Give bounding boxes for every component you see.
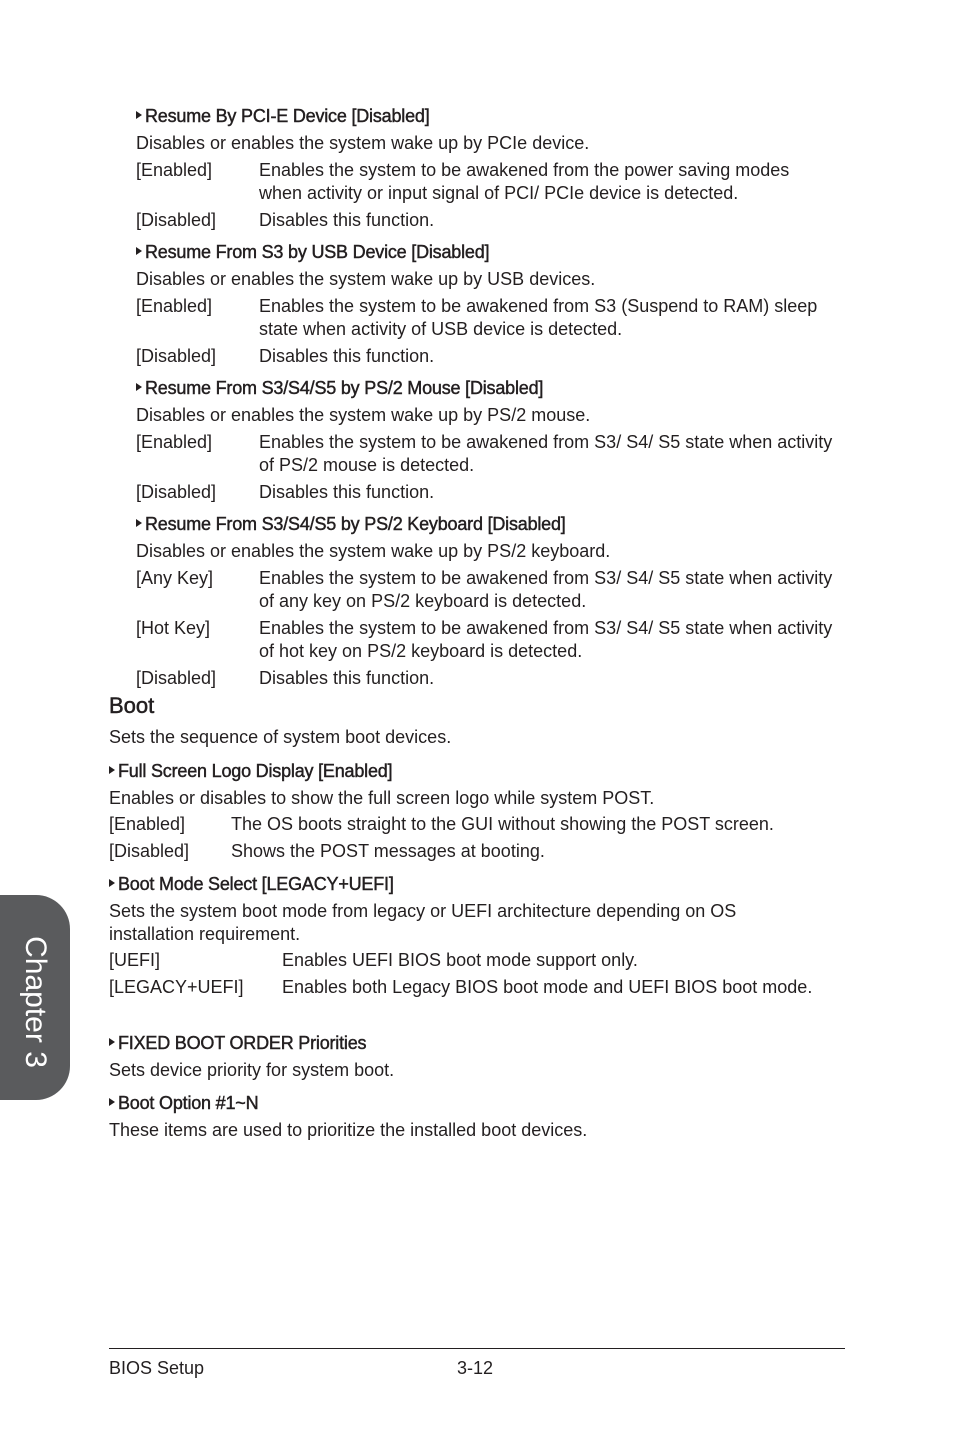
- setting-resume-ps2-keyboard: [136, 513, 836, 690]
- setting-resume-pcie: [136, 105, 836, 232]
- item-title: Boot Option #1~N: [109, 1092, 839, 1114]
- triangle-bullet-icon: [136, 519, 142, 527]
- option-text: Disables this function.: [259, 210, 435, 230]
- item-description: Sets the system boot mode from legacy or UEFI architecture depending on OS installation requirement.: [109, 901, 737, 944]
- option-key: [Any Key]: [136, 568, 214, 588]
- setting-resume-ps2-mouse: [136, 377, 836, 504]
- option-row: [109, 840, 839, 863]
- option-row: [136, 345, 836, 368]
- page-number: 3-12: [457, 1358, 494, 1378]
- item-title: FIXED BOOT ORDER Priorities: [109, 1032, 839, 1054]
- footer-divider: [109, 1348, 845, 1349]
- option-key: [Disabled]: [136, 210, 217, 230]
- setting-fixed-boot-order: [109, 1032, 839, 1082]
- option-text: Enables the system to be awakened from S3/ S4/ S5 state when activity of any key on PS/2 keyboard is detected.: [259, 568, 833, 611]
- option-key: [Enabled]: [136, 160, 213, 180]
- item-description: These items are used to prioritize the installed boot devices.: [109, 1120, 588, 1140]
- item-title: Boot Mode Select [LEGACY+UEFI]: [109, 873, 839, 895]
- triangle-bullet-icon: [109, 1038, 115, 1046]
- triangle-bullet-icon: [109, 1098, 115, 1106]
- option-key: [Hot Key]: [136, 618, 211, 638]
- option-row: [136, 567, 836, 613]
- triangle-bullet-icon: [109, 766, 115, 774]
- option-text: Enables the system to be awakened from S3/ S4/ S5 state when activity of PS/2 mouse is detected.: [259, 432, 833, 475]
- item-description: Disables or enables the system wake up by PS/2 mouse.: [136, 405, 591, 425]
- item-title: Resume By PCI-E Device [Disabled]: [136, 105, 836, 127]
- option-key: [Disabled]: [109, 841, 190, 861]
- option-text: Enables the system to be awakened from S3 (Suspend to RAM) sleep state when activity of USB device is detected.: [259, 296, 818, 339]
- option-row: [136, 209, 836, 232]
- option-text: The OS boots straight to the GUI without showing the POST screen.: [231, 814, 774, 834]
- item-description: Disables or enables the system wake up by PS/2 keyboard.: [136, 541, 611, 561]
- item-title: Resume From S3/S4/S5 by PS/2 Keyboard [Disabled]: [136, 513, 836, 535]
- option-text: Disables this function.: [259, 346, 435, 366]
- setting-resume-s3-usb: [136, 241, 836, 368]
- option-row: [136, 431, 836, 477]
- triangle-bullet-icon: [136, 383, 142, 391]
- item-description: Sets device priority for system boot.: [109, 1060, 395, 1080]
- footer-title: BIOS Setup: [109, 1358, 205, 1378]
- option-row: [109, 813, 839, 836]
- option-row: [109, 976, 839, 999]
- setting-boot-mode-select: [109, 873, 839, 999]
- option-text: Shows the POST messages at booting.: [231, 841, 545, 861]
- option-text: Enables both Legacy BIOS boot mode and UEFI BIOS boot mode.: [282, 977, 813, 997]
- option-row: [109, 949, 839, 972]
- chapter-label: Chapter 3: [19, 936, 52, 1068]
- setting-full-screen-logo: [109, 760, 839, 863]
- triangle-bullet-icon: [109, 879, 115, 887]
- option-text: Enables the system to be awakened from S3/ S4/ S5 state when activity of hot key on PS/2 keyboard is detected.: [259, 618, 833, 661]
- item-description: Disables or enables the system wake up by USB devices.: [136, 269, 596, 289]
- option-key: [Disabled]: [136, 482, 217, 502]
- triangle-bullet-icon: [136, 111, 142, 119]
- item-title: Resume From S3 by USB Device [Disabled]: [136, 241, 836, 263]
- option-text: Disables this function.: [259, 482, 435, 502]
- option-text: Disables this function.: [259, 668, 435, 688]
- option-row: [136, 295, 836, 341]
- option-key: [Disabled]: [136, 668, 217, 688]
- item-description: Disables or enables the system wake up by PCIe device.: [136, 133, 590, 153]
- option-key: [LEGACY+UEFI]: [109, 977, 244, 997]
- option-key: [Disabled]: [136, 346, 217, 366]
- option-row: [136, 481, 836, 504]
- option-text: Enables the system to be awakened from the power saving modes when activity or input signal of PCI/ PCIe device is detected.: [259, 160, 790, 203]
- option-row: [136, 667, 836, 690]
- item-description: Enables or disables to show the full screen logo while system POST.: [109, 788, 655, 808]
- section-description: Sets the sequence of system boot devices.: [109, 727, 452, 747]
- option-key: [Enabled]: [109, 814, 186, 834]
- boot-section: [109, 693, 839, 749]
- section-title: Boot: [109, 693, 155, 718]
- option-key: [UEFI]: [109, 950, 161, 970]
- triangle-bullet-icon: [136, 247, 142, 255]
- option-row: [136, 617, 836, 663]
- option-key: [Enabled]: [136, 432, 213, 452]
- item-title: Full Screen Logo Display [Enabled]: [109, 760, 839, 782]
- setting-boot-option: [109, 1092, 839, 1142]
- option-row: [136, 159, 836, 205]
- option-text: Enables UEFI BIOS boot mode support only.: [282, 950, 638, 970]
- option-key: [Enabled]: [136, 296, 213, 316]
- item-title: Resume From S3/S4/S5 by PS/2 Mouse [Disabled]: [136, 377, 836, 399]
